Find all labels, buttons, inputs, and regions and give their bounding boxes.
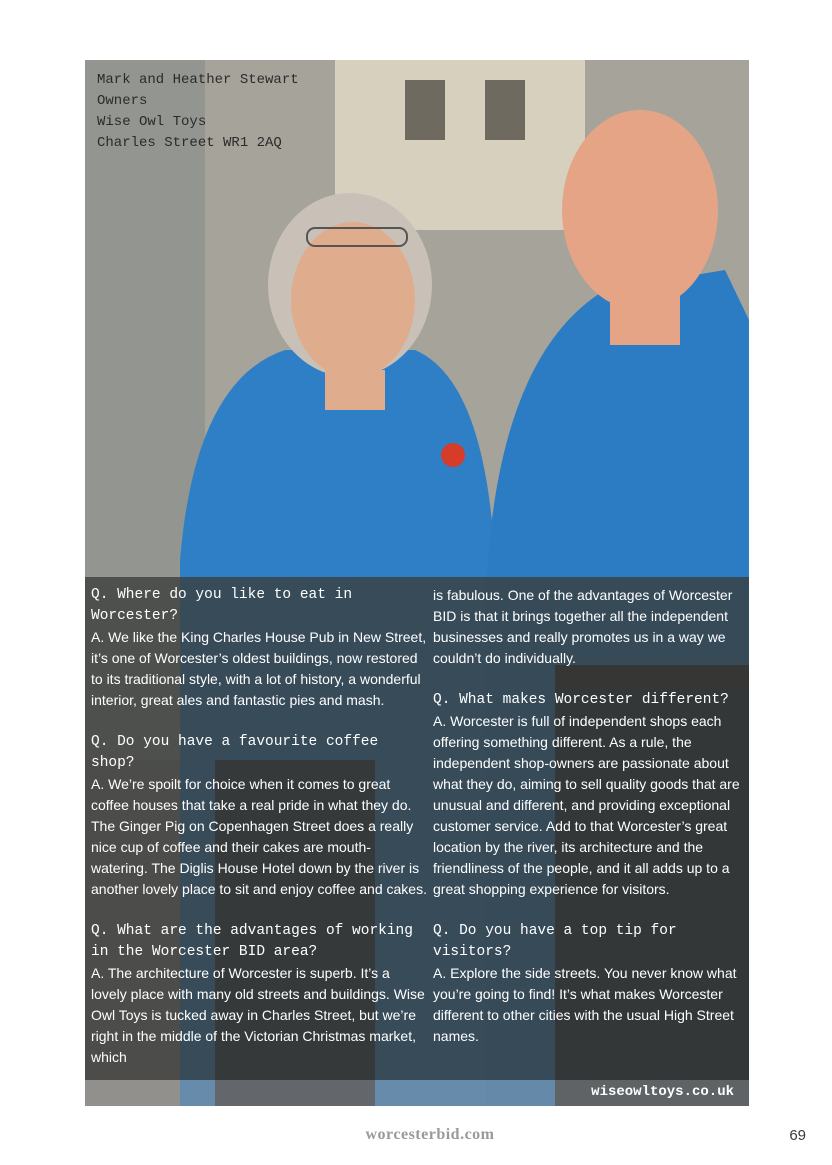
question-1: Q. Where do you like to eat in Worcester?: [91, 587, 353, 624]
window: [405, 80, 445, 140]
question-4: Q. What makes Worcester different?: [433, 692, 729, 708]
question-3-line-1: Q. What are the advantages of working: [91, 923, 413, 939]
answer-2: A. We’re spoilt for choice when it comes to great coffee houses that take a real pride in what they do. The Ginger Pig on Copenhagen Street does a really nice cup of coffee and their cakes are mouth-watering. The Diglis House Hotel down by the river is another lovely place to sit and enjoy coffee and cakes.: [91, 776, 427, 897]
window: [485, 80, 525, 140]
interview-column-left: [91, 585, 427, 1068]
caption-shop: Wise Owl Toys: [97, 114, 207, 130]
photo-caption: [97, 70, 299, 154]
answer-5: A. Explore the side streets. You never know what you’re going to find! It’s what makes Worcester different to other cities with the usual High Street names.: [433, 965, 737, 1044]
answer-3-part-2: is fabulous. One of the advantages of Worcester BID is that it brings together all the independent businesses and really promotes us in a way we couldn’t do individually.: [433, 587, 733, 666]
heather-neck: [325, 370, 385, 410]
answer-3-part-1: A. The architecture of Worcester is superb. It’s a lovely place with many old streets and buildings. Wise Owl Toys is tucked away in Charles Street, but we’re right in the middle of the Victorian Christmas market, which: [91, 965, 425, 1065]
question-3-line-2: in the Worcester BID area?: [91, 944, 318, 960]
answer-1: A. We like the King Charles House Pub in New Street, it’s one of Worcester’s oldest buildings, now restored to its traditional style, with a lot of history, a wonderful interior, great ales and fantastic pies and mash.: [91, 629, 427, 708]
caption-names: Mark and Heather Stewart: [97, 72, 299, 88]
footer-website: worcesterbid.com: [365, 1126, 495, 1143]
caption-address: Charles Street WR1 2AQ: [97, 135, 282, 151]
mark-neck: [610, 295, 680, 345]
answer-4: A. Worcester is full of independent shops each offering something different. As a rule, the independent shop-owners are passionate about what they do, aiming to sell quality goods that are unusual and different, and providing exceptional customer service. Add to that Worcester’s great location by the river, its architecture and the friendliness of the people, and it all adds up to a great shopping experience for visitors.: [433, 713, 740, 897]
interview-column-right: [433, 585, 749, 1047]
question-5: Q. Do you have a top tip for visitors?: [433, 923, 677, 960]
caption-role: Owners: [97, 93, 148, 109]
page-number: 69: [789, 1127, 806, 1144]
question-2: Q. Do you have a favourite coffee shop?: [91, 734, 379, 771]
shop-website: wiseowltoys.co.uk: [591, 1084, 734, 1100]
mark-face: [562, 110, 718, 310]
owl-logo: [441, 443, 465, 467]
